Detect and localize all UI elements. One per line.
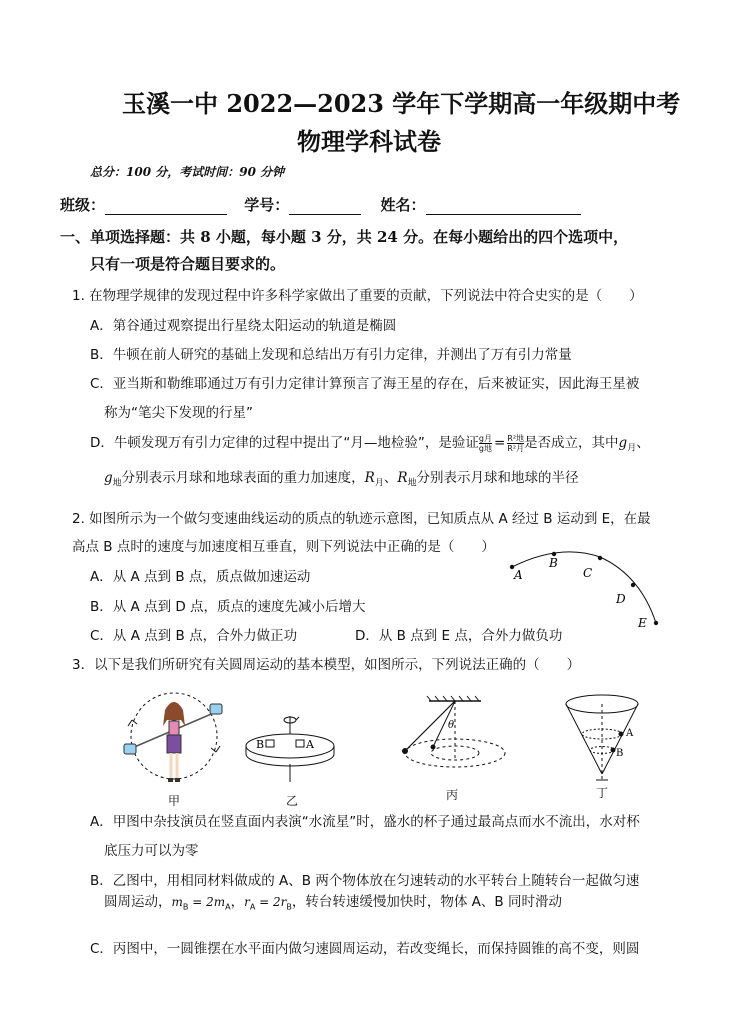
q1-symbol-g: g bbox=[618, 435, 628, 451]
q1-option-c-line2: 称为“笔尖下发现的行星” bbox=[104, 405, 253, 421]
q1-option-d-text3: 分别表示月球和地球表面的重力加速度， bbox=[121, 470, 365, 486]
q3-radius-b: = 2r bbox=[255, 895, 287, 909]
q1-sep: 、 bbox=[636, 435, 650, 451]
class-label: 班级： bbox=[60, 196, 106, 214]
q2-stem-line2: 高点 B 点时的速度与加速度相互垂直，则下列说法中正确的是（ ） bbox=[72, 539, 495, 555]
disk-label-a: A bbox=[306, 738, 314, 751]
cone-label-b: B bbox=[616, 748, 624, 759]
q3-caption-jia: 甲 bbox=[168, 794, 181, 808]
point-c bbox=[598, 556, 602, 560]
q3-b-text: 圆周运动， bbox=[104, 894, 172, 910]
q3-radius-a: r bbox=[244, 895, 250, 909]
q1-ratio-eq: = bbox=[493, 435, 506, 451]
q1-ratio-left: $\frac{\text{g月}}{\text{g地}}$ bbox=[478, 433, 492, 453]
section-heading-line1: 一、单项选择题：共 8 小题，每小题 3 分，共 24 分。在每小题给出的四个选项中， bbox=[60, 228, 629, 246]
q2-trajectory-figure bbox=[500, 545, 670, 635]
q1-sub-earth: 地 bbox=[112, 478, 122, 489]
point-e bbox=[654, 621, 658, 625]
q1-sub-moon: 月 bbox=[627, 443, 637, 454]
q3-stem: 3．以下是我们所研究有关圆周运动的基本模型，如图所示，下列说法正确的（ ） bbox=[72, 657, 581, 673]
q3-caption-yi: 乙 bbox=[286, 794, 299, 808]
q3-option-c-line1: C．丙图中，一圆锥摆在水平面内做匀速圆周运动，若改变绳长，而保持圆锥的高不变，则圆 bbox=[90, 941, 640, 957]
q3-option-a-line2: 底压力可以为零 bbox=[104, 843, 199, 859]
q3-option-a-line1: A．甲图中杂技演员在竖直面内表演“水流星”时，盛水的杯子通过最高点而水不流出，水对杯 bbox=[90, 814, 640, 830]
q3-mass-b: m bbox=[171, 895, 183, 909]
label-d: D bbox=[616, 592, 626, 606]
student-info-row bbox=[60, 194, 581, 215]
name-label: 姓名： bbox=[380, 196, 426, 214]
point-d bbox=[631, 583, 635, 587]
q1-stem: 1. 在物理学规律的发现过程中许多科学家做出了重要的贡献，下列说法中符合史实的是（ ） bbox=[72, 288, 643, 304]
q1-ratio-right: $\frac{\text{R²地}}{\text{R²月}}$ bbox=[507, 433, 525, 453]
q1-symbol-g2: g bbox=[104, 470, 113, 486]
q1-option-c-line1: C．亚当斯和勒维耶通过万有引力定律计算预言了海王星的存在，后来被证实，因此海王星被 bbox=[90, 376, 640, 392]
q1-option-d-text4: 分别表示月球和地球的半径 bbox=[416, 470, 579, 486]
q1-sep2: 、 bbox=[383, 470, 398, 486]
exam-title-line1: 玉溪一中 2022—2023 学年下学期高一年级期中考 bbox=[122, 89, 681, 118]
number-label: 学号： bbox=[244, 196, 290, 214]
q1-option-d-line1 bbox=[90, 431, 650, 454]
q2-option-a: A．从 A 点到 B 点，质点做加速运动 bbox=[90, 569, 311, 585]
q1-sub-earth2: 地 bbox=[407, 478, 417, 489]
q3-figure-bing bbox=[395, 693, 515, 783]
q3-figure-jia bbox=[118, 690, 230, 790]
q1-symbol-r1: R bbox=[364, 470, 375, 486]
section-heading-line2: 只有一项是符合题目要求的。 bbox=[90, 255, 286, 273]
label-e: E bbox=[638, 616, 647, 630]
q1-option-a: A．第谷通过观察提出行星绕太阳运动的轨道是椭圆 bbox=[90, 318, 397, 334]
q2-stem-line1: 2. 如图所示为一个做匀变速曲线运动的质点的轨迹示意图，已知质点从 A 经过 B 运动到 E，在最 bbox=[72, 511, 651, 527]
q1-option-d-text2: 是否成立，其中 bbox=[524, 435, 619, 451]
q3-mass-a: = 2m bbox=[188, 895, 226, 909]
pendulum-angle-label: θ bbox=[448, 720, 455, 731]
cone-label-a: A bbox=[626, 728, 634, 739]
q3-figure-yi bbox=[240, 708, 340, 788]
label-a: A bbox=[514, 568, 523, 582]
q1-sub-moon2: 月 bbox=[374, 478, 384, 489]
label-c: C bbox=[583, 566, 593, 580]
class-field[interactable] bbox=[105, 200, 227, 215]
q3-caption-bing: 丙 bbox=[446, 788, 459, 802]
q3-b-text2: ，转台转速缓慢加快时，物体 A、B 同时滑动 bbox=[291, 894, 562, 910]
q1-symbol-r2: R bbox=[397, 470, 408, 486]
q2-option-d: D．从 B 点到 E 点，合外力做负功 bbox=[355, 628, 563, 644]
exam-meta: 总分：100 分，考试时间：90 分钟 bbox=[90, 165, 285, 179]
exam-title-line2: 物理学科试卷 bbox=[297, 127, 441, 156]
name-field[interactable] bbox=[426, 200, 581, 215]
q1-option-d-line2 bbox=[104, 466, 579, 489]
q3-caption-ding: 丁 bbox=[596, 786, 609, 800]
q3-figure-ding bbox=[560, 690, 650, 785]
q3-option-b-line1: B．乙图中，用相同材料做成的 A、B 两个物体放在匀速转动的水平转台上随转台一起做匀速 bbox=[90, 873, 640, 889]
label-b: B bbox=[549, 556, 558, 570]
number-field[interactable] bbox=[289, 200, 361, 215]
q1-option-d-text: D．牛顿发现万有引力定律的过程中提出了“月—地检验”，是验证 bbox=[90, 435, 479, 451]
disk-label-b: B bbox=[256, 738, 265, 751]
q3-option-b-line2: 圆周运动，$m_B = 2m_A$，$r_A = 2r_B$，转台转速缓慢加快时，物体 A、B 同时滑动 bbox=[104, 894, 562, 912]
q3-b-sep: ， bbox=[230, 894, 245, 910]
q1-option-b: B．牛顿在前人研究的基础上发现和总结出万有引力定律，并测出了万有引力常量 bbox=[90, 347, 572, 363]
q2-option-b: B．从 A 点到 D 点，质点的速度先减小后增大 bbox=[90, 599, 366, 615]
q2-option-c: C．从 A 点到 B 点，合外力做正功 bbox=[90, 628, 298, 644]
